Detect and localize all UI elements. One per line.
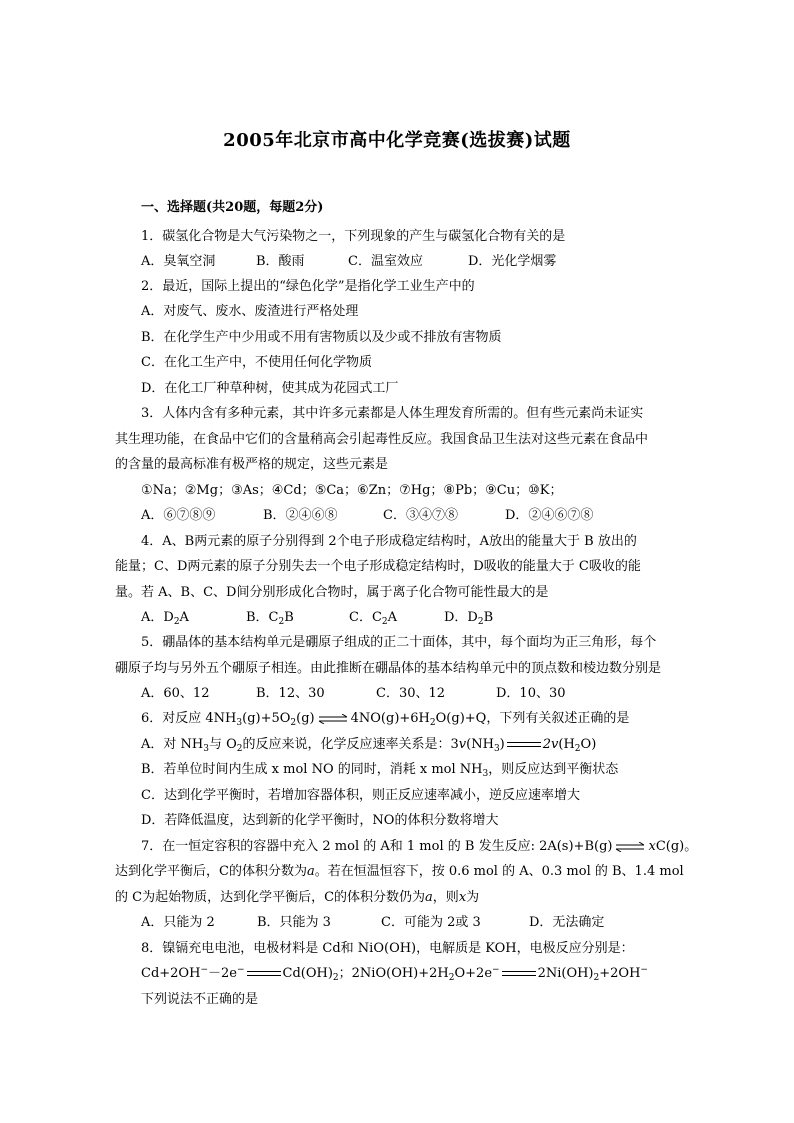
question-6-option-c: C．达到化学平衡时，若增加容器体积，则正反应速率减小，逆反应速率增大 [141, 788, 580, 803]
question-7-options [141, 914, 686, 932]
reversible-arrow-icon [318, 714, 348, 724]
reversible-arrow-icon [615, 842, 645, 852]
question-2-option-a: A．对废气、废水、废渣进行严格处理 [141, 304, 359, 319]
option-c: C．温室效应 [348, 254, 423, 269]
option-b: B．$C_2B$ [246, 610, 294, 627]
equals-sign [502, 969, 536, 979]
option-d: D．光化学烟雾 [468, 254, 557, 269]
question-6-option-a: A．对 $NH_3$与 $O_2$的反应来说，化学反应速率关系是：$3v(NH_3)$ $2v(H_2O)$ [141, 737, 597, 754]
option-b: B．酸雨 [256, 254, 305, 269]
question-4-options [141, 609, 686, 627]
question-4-line-1: 4．A、B两元素的原子分别得到 2个电子形成稳定结构时，A放出的能量大于 B 放出的 [141, 534, 637, 549]
equals-sign [507, 740, 541, 750]
question-7-line-1: 7．在一恒定容积的容器中充入 2 mol 的 A和 1 mol 的 B 发生反应: 2A(s)+B(g) xC(g)。 [141, 839, 698, 854]
option-d: D．$D_2B$ [444, 610, 494, 627]
question-4-line-2: 能量；C、D两元素的原子分别失去一个电子形成稳定结构时，D吸收的能量大于 C吸收的能 [115, 559, 641, 574]
question-3-elements: ①Na；②Mg；③As；④Cd；⑤Ca；⑥Zn；⑦Hg；⑧Pb；⑨Cu；⑩K； [141, 483, 563, 498]
option-d: D．②④⑥⑦⑧ [505, 508, 594, 523]
question-3-options [141, 507, 686, 525]
question-2-option-c: C．在化工生产中，不使用任何化学物质 [141, 355, 372, 370]
option-c: C．③④⑦⑧ [383, 508, 458, 523]
question-2-stem: 2．最近，国际上提出的“绿色化学”是指化学工业生产中的 [141, 279, 475, 294]
section-heading: 一、选择题(共20题，每题2分) [141, 200, 324, 215]
question-4-line-3: 量。若 A、B、C、D间分别形成化合物时，属于离子化合物可能性最大的是 [115, 585, 549, 600]
question-1-options [141, 253, 686, 271]
option-a: A．⑥⑦⑧⑨ [141, 508, 216, 523]
option-b: B．12、30 [256, 686, 325, 701]
question-5-options [141, 685, 686, 703]
question-8-equations: Cd+2OH−－2e− $Cd(OH)_2$；$2NiO(OH)+2H_2O+2e^-$ $2Ni(OH)_2+2OH^-$ [141, 965, 648, 983]
question-2-option-b: B．在化学生产中少用或不用有害物质以及少或不排放有害物质 [141, 330, 502, 345]
option-c: C．30、12 [376, 686, 446, 701]
question-3-line-2: 其生理功能，在食品中它们的含量稍高会引起毒性反应。我国食品卫生法对这些元素在食品中 [115, 432, 649, 447]
option-d: D．无法确定 [529, 915, 605, 930]
option-a: A．臭氧空洞 [141, 254, 216, 269]
question-6-option-d: D．若降低温度，达到新的化学平衡时，NO的体积分数将增大 [141, 813, 499, 828]
question-7-line-2: 达到化学平衡后，C的体积分数为a。若在恒温恒容下，按 0.6 mol 的 A、0.3 mol 的 B、1.4 mol [115, 864, 684, 879]
exam-title: 2005年北京市高中化学竞赛(选拔赛)试题 [223, 130, 571, 151]
question-6-stem: 6．对反应 $4NH_3(g)+5O_2(g)$ $4NO(g)+6H_2O(g)+Q$，下列有关叙述正确的是 [141, 711, 630, 728]
option-b: B．②④⑥⑧ [263, 508, 338, 523]
option-c: C．可能为 2或 3 [381, 915, 481, 930]
option-c: C．$C_2A$ [349, 610, 398, 627]
option-d: D．10、30 [496, 686, 566, 701]
option-a: A．60、12 [141, 686, 210, 701]
option-a: A．只能为 2 [141, 915, 215, 930]
question-5-line-1: 5．硼晶体的基本结构单元是硼原子组成的正二十面体，其中，每个面均为正三角形，每个 [141, 635, 657, 650]
option-b: B．只能为 3 [257, 915, 331, 930]
question-7-line-3: 的 C为起始物质，达到化学平衡后，C的体积分数仍为a，则x为 [115, 890, 480, 905]
option-a: A．$D_2A$ [141, 610, 189, 627]
question-3-line-3: 的含量的最高标准有极严格的规定，这些元素是 [115, 457, 389, 472]
question-6-option-b: B．若单位时间内生成 x mol NO 的同时，消耗 x mol $NH_3$，则反应达到平衡状态 [141, 762, 619, 779]
question-8-line-3: 下列说法不正确的是 [141, 992, 259, 1007]
question-5-line-2: 硼原子均与另外五个硼原子相连。由此推断在硼晶体的基本结构单元中的顶点数和棱边数分别是 [115, 661, 662, 676]
question-2-option-d: D．在化工厂种草种树，使其成为花园式工厂 [141, 381, 399, 396]
equals-sign [247, 969, 281, 979]
question-3-line-1: 3．人体内含有多种元素，其中许多元素都是人体生理发育所需的。但有些元素尚未证实 [141, 406, 644, 421]
question-8-line-1: 8．镍镉充电电池，电极材料是 Cd和 NiO(OH)，电解质是 KOH，电极反应分别是： [141, 941, 634, 956]
question-1-stem: 1．碳氢化合物是大气污染物之一，下列现象的产生与碳氢化合物有关的是 [141, 229, 566, 244]
